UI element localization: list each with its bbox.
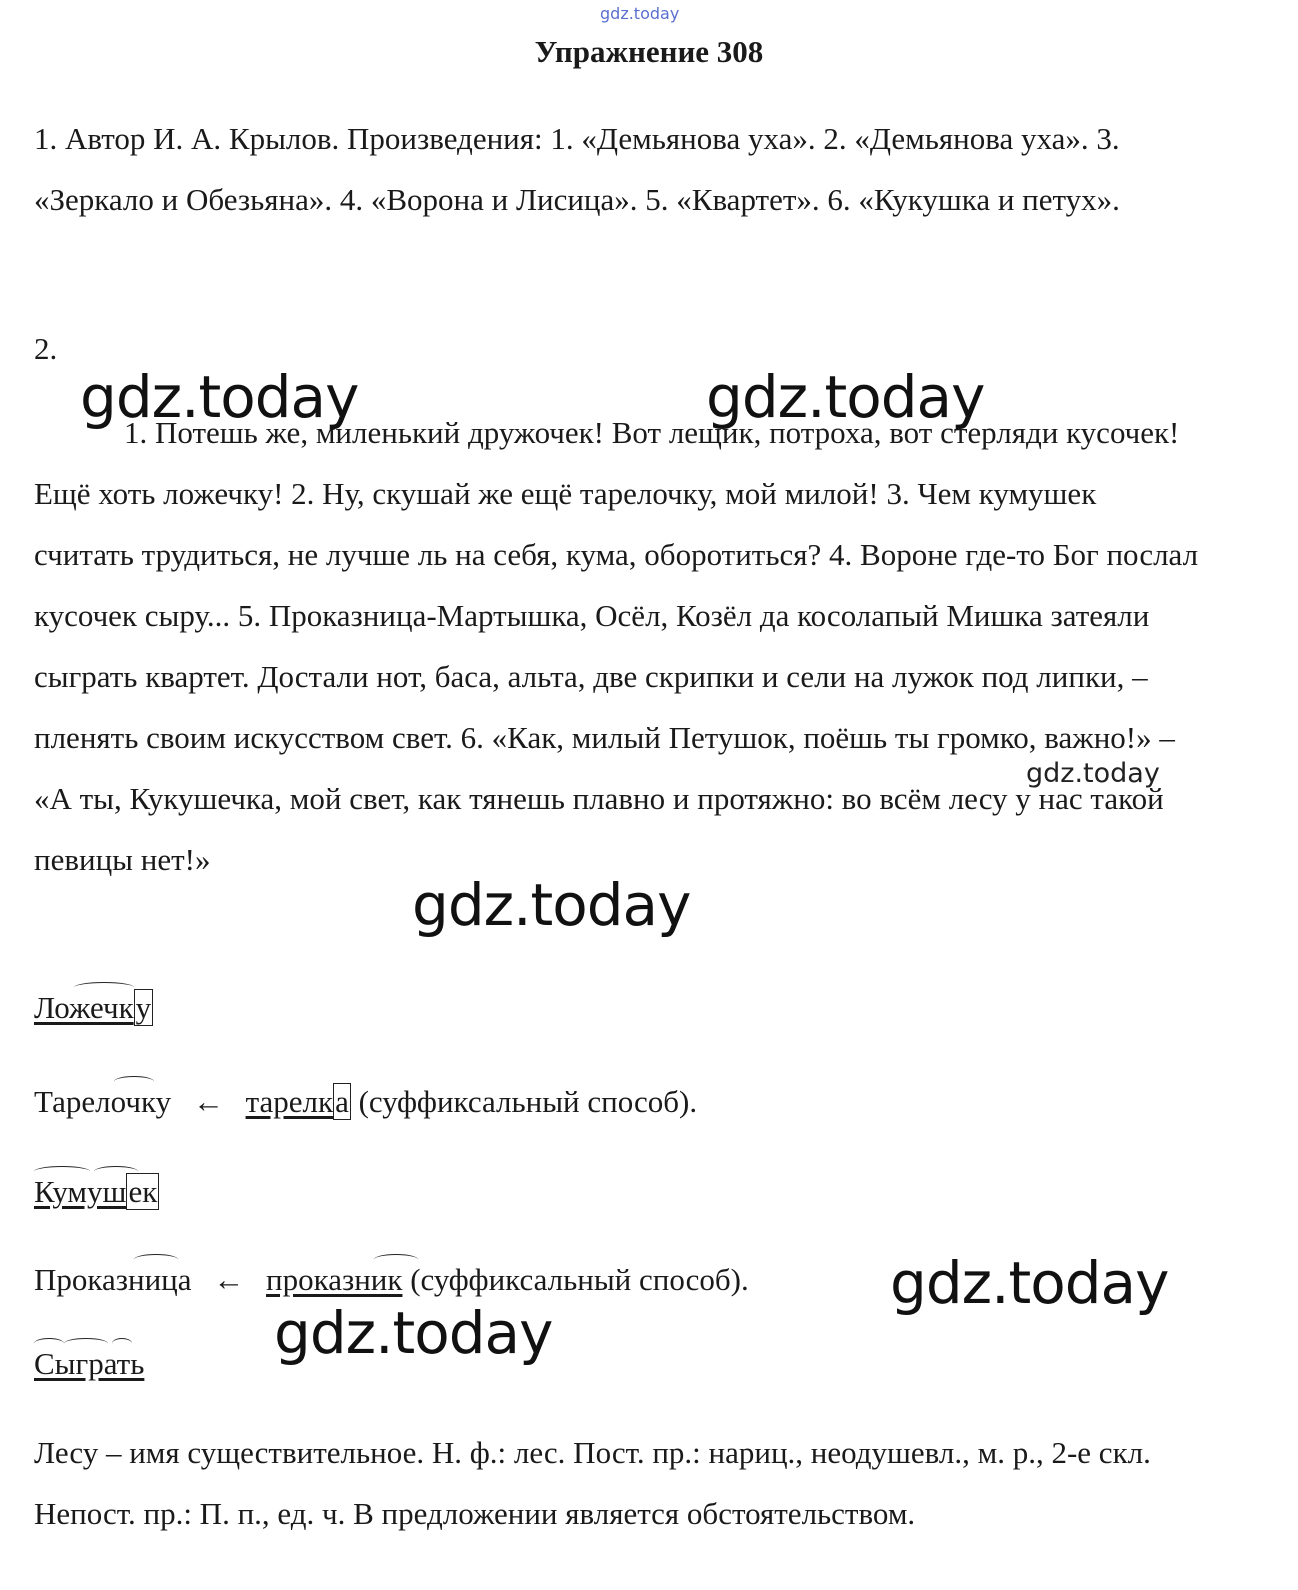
morph-word-kumushek <box>34 1172 159 1212</box>
answer-part-2-text: 1. Потешь же, миленький дружочек! Вот лещик, потроха, вот стерляди кусочек! Ещё хоть ложечку! 2. Ну, скушай же ещё тарелочку, мой милой! 3. Чем кумушек считать трудиться, не лучше ль на себя, кума, оборотиться? 4. Вороне где-то Бог послал кусочек сыру... 5. Проказница-Мартышка, Осёл, Козёл да косолапый Мишка затеяли сыграть квартет. Достали нот, баса, альта, две скрипки и сели на лужок под липки, – пленять своим искусством свет. 6. «Как, милый Петушок, поёшь ты громко, важно!» – «А ты, Кукушечка, мой свет, как тянешь плавно и протяжно: во всём лесу у нас такой певицы нет!» <box>34 415 1199 877</box>
watermark-top: gdz.today <box>600 4 680 23</box>
watermark: gdz.today <box>274 1299 553 1367</box>
ending-box: ек <box>128 1174 158 1209</box>
watermark: gdz.today <box>1026 758 1160 789</box>
watermark: gdz.today <box>412 871 691 939</box>
arrow-left-icon: ← <box>213 1262 245 1297</box>
root-mark <box>64 1338 108 1349</box>
answer-part-2-label: 2. <box>34 331 58 366</box>
word-text: Проказница <box>34 1262 192 1297</box>
word-text: Сыграть <box>34 1346 145 1381</box>
word-stem <box>34 988 134 1028</box>
page-title: Упражнение 308 <box>534 34 764 69</box>
stem-text: Кумуш <box>34 1174 127 1209</box>
root-mark <box>34 1166 90 1177</box>
watermark: gdz.today <box>80 363 359 431</box>
answer-part-3: Лесу – имя существительное. Н. ф.: лес. Пост. пр.: нариц., неодушевл., м. р., 2-е скл. Непост. пр.: П. п., ед. ч. В предложении является обстоятельством. <box>34 1435 1151 1531</box>
source-text: проказник <box>266 1262 403 1297</box>
source-ending-box: а <box>335 1084 349 1119</box>
answer-part-1: 1. Автор И. А. Крылов. Произведения: 1. «Демьянова уха». 2. «Демьянова уха». 3. «Зеркало и Обезьяна». 4. «Ворона и Лисица». 5. «Квартет». 6. «Кукушка и петух». <box>34 121 1120 217</box>
morph-word-sygrat <box>34 1344 144 1384</box>
word-stem <box>34 1344 144 1384</box>
word-text: Тарелочку <box>34 1084 172 1119</box>
ending-box: у <box>135 990 152 1025</box>
word-stem <box>34 1260 192 1300</box>
suffix-mark <box>134 1254 178 1265</box>
prefix-mark <box>34 1338 64 1349</box>
formation-note: (суффиксальный способ). <box>358 1084 698 1119</box>
root-mark <box>74 982 134 993</box>
watermark: gdz.today <box>890 1249 1169 1317</box>
word-stem <box>34 1082 171 1122</box>
morph-word-prokaznitsa <box>34 1260 749 1300</box>
stem-text: Ложечк <box>34 990 134 1025</box>
suffix-mark <box>112 1338 132 1349</box>
source-word <box>266 1260 402 1300</box>
word-stem <box>34 1172 126 1212</box>
formation-note: (суффиксальный способ). <box>410 1262 749 1297</box>
morph-word-tarelochku <box>34 1082 697 1122</box>
suffix-mark <box>374 1254 418 1265</box>
suffix-mark <box>94 1166 138 1177</box>
source-stem: тарелк <box>245 1084 334 1119</box>
watermark: gdz.today <box>706 363 985 431</box>
suffix-mark <box>114 1076 154 1087</box>
morph-word-lozhechku <box>34 988 153 1028</box>
arrow-left-icon: ← <box>192 1084 224 1119</box>
